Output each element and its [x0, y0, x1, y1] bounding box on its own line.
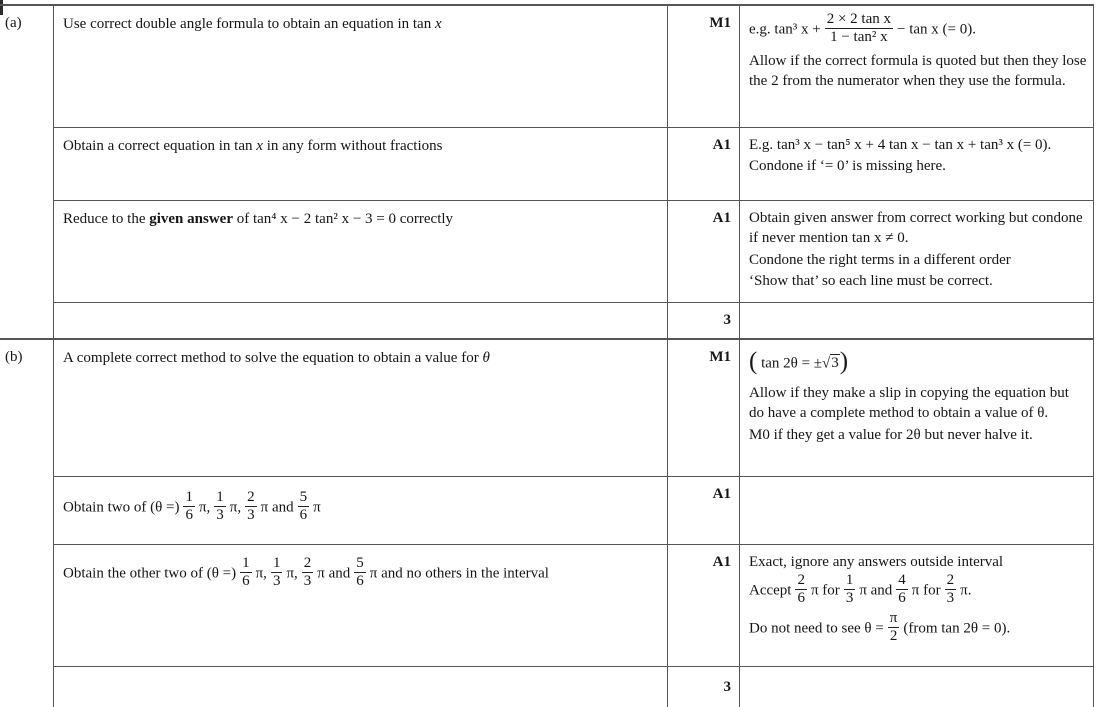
guidance-b3-accept-s3: π for: [911, 583, 941, 600]
fraction-denominator: 2: [888, 627, 900, 645]
criterion-a1: [54, 6, 668, 127]
row-b3: [54, 544, 1093, 666]
criterion-a2-var: x: [256, 138, 263, 154]
fraction-denominator: 6: [356, 572, 364, 589]
fraction: [183, 489, 195, 524]
fraction-denominator: 6: [242, 572, 250, 589]
part-label-b: (b): [0, 340, 54, 707]
close-paren: ): [839, 348, 849, 375]
fraction-denominator: 6: [299, 507, 308, 524]
guidance-b3-donot-pre: Do not need to see θ =: [749, 620, 884, 637]
fraction-denominator: 6: [185, 507, 193, 524]
fraction-numerator: 4: [898, 572, 906, 589]
guidance-a1-formula: [749, 13, 1087, 48]
fraction-numerator: 1: [216, 489, 224, 506]
fraction-denominator: 3: [303, 572, 312, 589]
fraction: [844, 572, 856, 607]
criterion-b1-var: θ: [482, 350, 490, 366]
mark-a1: M1: [668, 6, 740, 127]
sqrt-argument: 3: [831, 355, 839, 372]
fraction-denominator: 1 − tan² x: [825, 28, 893, 46]
guidance-b3-line1: Exact, ignore any answers outside interval: [749, 553, 1004, 570]
criterion-b2-sep2: π,: [229, 499, 242, 516]
row-a2: [54, 127, 1093, 200]
fraction: [271, 555, 283, 590]
fraction: [245, 489, 257, 524]
guidance-b3-accept-s1: π for: [810, 583, 840, 600]
guidance-b3-accept-end: π.: [960, 583, 972, 600]
criterion-a3-text: Reduce to the: [63, 211, 150, 227]
fraction: [240, 555, 252, 590]
criterion-a2-text-post: in any form without fractions: [262, 138, 443, 154]
guidance-a1-eg: e.g.: [749, 21, 775, 38]
fraction: [888, 610, 900, 645]
mark-scheme-table: [0, 4, 1094, 707]
criterion-a1-text: Use correct double angle formula to obtain an equation in tan: [63, 16, 435, 32]
row-a1: [54, 6, 1093, 127]
open-paren: (: [749, 348, 758, 375]
fraction-numerator: 1: [185, 489, 193, 506]
fraction-numerator: 2: [946, 572, 955, 589]
criterion-b3-sep4: π and no others in the interval: [369, 565, 549, 582]
fraction: [302, 555, 314, 590]
fraction-denominator: 3: [216, 507, 224, 524]
criterion-a3-text-post: of tan⁴ x − 2 tan² x − 3 = 0 correctly: [232, 211, 454, 227]
fraction: [298, 489, 310, 524]
fraction-denominator: 6: [898, 590, 906, 607]
fraction-denominator: 6: [797, 590, 805, 607]
guidance-b3: [740, 545, 1093, 666]
criterion-b2: [54, 477, 668, 544]
section-a: [0, 6, 1093, 338]
fraction-denominator: 3: [946, 590, 955, 607]
section-b-rows: [54, 340, 1093, 707]
criterion-a2-text: Obtain a correct equation in tan: [63, 138, 257, 154]
guidance-a3-line3: ‘Show that’ so each line must be correct.: [749, 273, 993, 290]
fraction-numerator: 2 × 2 tan x: [826, 11, 892, 27]
fraction: [825, 11, 893, 46]
fraction: [795, 572, 807, 607]
mark-b2: A1: [668, 477, 740, 544]
row-a3: [54, 200, 1093, 302]
criterion-a3: [54, 201, 668, 302]
criterion-b3-text: Obtain the other two of (θ =): [63, 565, 237, 582]
guidance-a2-line2: Condone if ‘= 0’ is missing here.: [749, 158, 946, 175]
mark-b1: M1: [668, 340, 740, 476]
guidance-b1-note1: Allow if they make a slip in copying the equation but do have a complete method to obtain a value of θ.: [749, 385, 1069, 422]
guidance-b3-accept: [749, 574, 1087, 609]
mark-b3: A1: [668, 545, 740, 666]
criterion-a2: [54, 128, 668, 200]
fraction: [354, 555, 366, 590]
row-a-total: [54, 302, 1093, 338]
fraction-denominator: 3: [272, 572, 281, 589]
criterion-a1-var: x: [434, 16, 442, 32]
criterion-b1: [54, 340, 668, 476]
fraction: [214, 489, 226, 524]
guidance-a1-note: Allow if the correct formula is quoted but then they lose the 2 from the numerator when they use the formula.: [749, 52, 1087, 89]
mark-a-total: 3: [668, 303, 740, 338]
mark-b-total: 3: [668, 667, 740, 707]
criterion-b3-sep3: π and: [317, 565, 351, 582]
row-b1: [54, 340, 1093, 476]
guidance-a3: [740, 201, 1093, 302]
criterion-b-total-empty: [54, 667, 668, 707]
guidance-b1: [740, 340, 1093, 476]
fraction-numerator: 5: [299, 489, 308, 506]
fraction-numerator: 5: [356, 554, 364, 571]
guidance-b3-accept-s2: π and: [859, 583, 893, 600]
guidance-b-total-empty: [740, 667, 1093, 707]
mark-a3: A1: [668, 201, 740, 302]
fraction-numerator: 2: [797, 572, 805, 589]
section-a-rows: [54, 6, 1093, 338]
criterion-a3-bold: given answer: [149, 211, 233, 227]
mark-a2: A1: [668, 128, 740, 200]
row-b2: [54, 476, 1093, 544]
guidance-b1-note2: M0 if they get a value for 2θ but never halve it.: [749, 426, 1033, 443]
criterion-b2-sep1: π,: [198, 499, 211, 516]
guidance-b2-empty: [740, 477, 1093, 544]
criterion-b3-sep1: π,: [255, 565, 267, 582]
fraction-numerator: 2: [247, 489, 255, 506]
guidance-a1-math-post: − tan x (= 0).: [897, 21, 976, 38]
criterion-b2-sep4: π: [313, 499, 321, 516]
guidance-a3-line2: Condone the right terms in a different order: [749, 251, 1011, 268]
fraction-numerator: 1: [242, 554, 250, 571]
guidance-b1-formula: [749, 347, 1087, 381]
guidance-a2-line1: E.g. tan³ x − tan⁵ x + 4 tan x − tan x + tan³ x (= 0).: [749, 137, 1052, 153]
criterion-b1-text: A complete correct method to solve the equation to obtain a value for: [63, 350, 483, 366]
guidance-a3-line1: Obtain given answer from correct working but condone if never mention tan x ≠ 0.: [749, 210, 1083, 247]
fraction-numerator: π: [889, 609, 898, 626]
part-label-a: (a): [0, 6, 54, 338]
criterion-b2-sep3: π and: [260, 499, 294, 516]
fraction-denominator: 3: [247, 507, 255, 524]
row-b-total: [54, 666, 1093, 707]
guidance-a2: [740, 128, 1093, 200]
fraction-numerator: 2: [303, 554, 312, 571]
fraction: [896, 572, 908, 607]
fraction: [945, 572, 957, 607]
criterion-b2-text: Obtain two of (θ =): [63, 499, 180, 516]
criterion-b3-sep2: π,: [286, 565, 298, 582]
fraction-numerator: 1: [845, 572, 854, 589]
guidance-b3-donot-post: (from tan 2θ = 0).: [903, 620, 1011, 637]
guidance-a-total-empty: [740, 303, 1093, 338]
guidance-a1: [740, 6, 1093, 127]
section-b: [0, 338, 1093, 707]
fraction-denominator: 3: [845, 590, 854, 607]
guidance-b1-math: tan 2θ = ±√: [757, 355, 831, 372]
guidance-b3-donot: [749, 609, 1087, 647]
fraction-numerator: 1: [272, 554, 281, 571]
criterion-a-total-empty: [54, 303, 668, 338]
guidance-a1-math-pre: tan³ x +: [774, 21, 821, 38]
criterion-b3: [54, 545, 668, 666]
guidance-b3-accept-pre: Accept: [749, 583, 792, 600]
